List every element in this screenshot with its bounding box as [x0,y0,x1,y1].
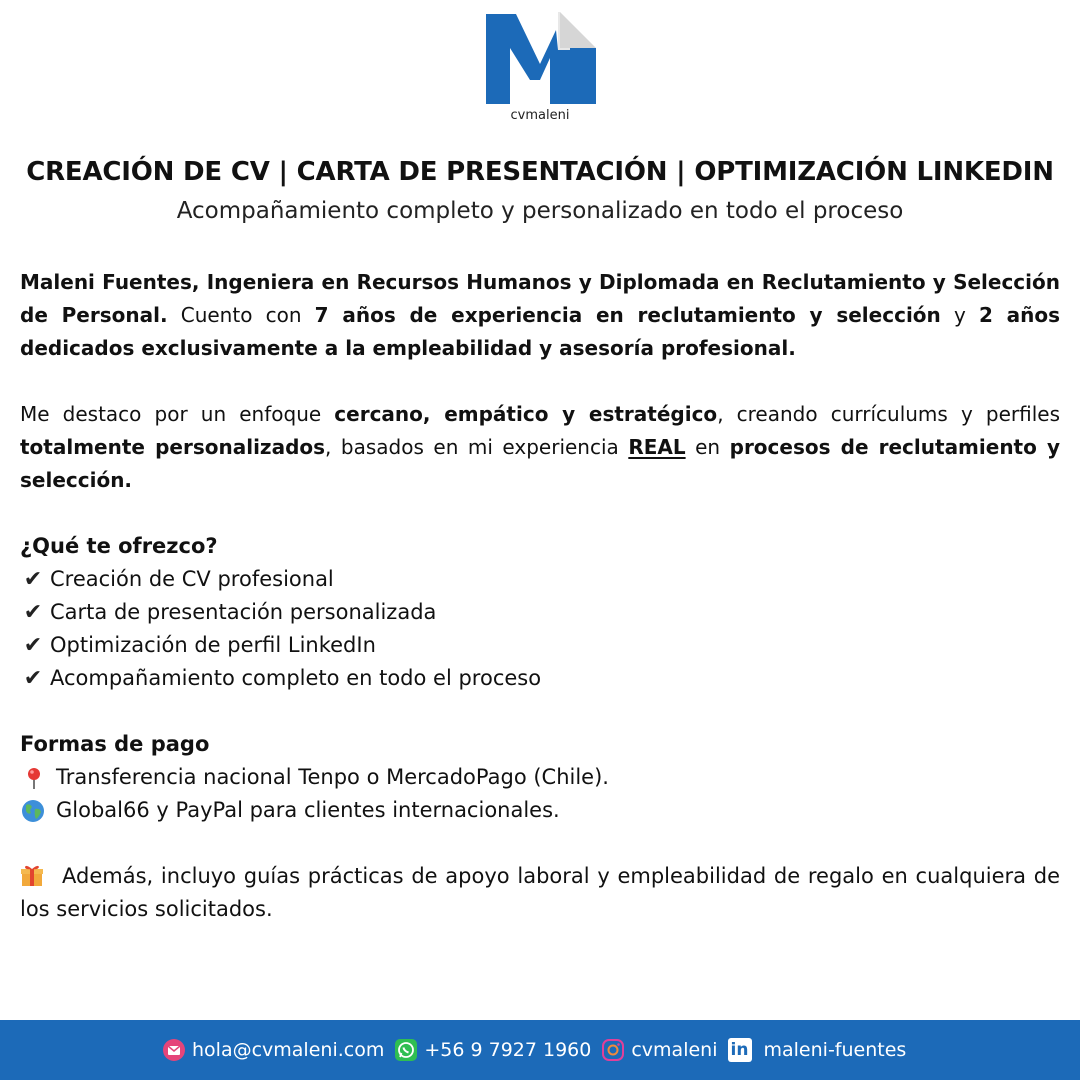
brand-name: cvmaleni [510,108,570,123]
check-icon: ✔ [23,666,43,691]
approach-bold: totalmente personalizados [20,435,326,459]
globe-icon [20,799,48,823]
payment-item-label: Transferencia nacional Tenpo o MercadoPago (Chile). [56,765,609,789]
whatsapp-icon [394,1038,418,1062]
footer-phone-label: +56 9 7927 1960 [424,1039,592,1061]
offer-item [20,662,1060,695]
approach-text: en [685,435,730,459]
intro-employability: 2 años dedicados exclusivamente a la empleabilidad y asesoría profesional. [20,303,1060,360]
payment-section [20,728,1060,827]
approach-bold: cercano, empático y estratégico [334,402,718,426]
gift-icon [20,863,44,885]
intro-name-credentials: Maleni Fuentes, Ingeniera en Recursos Humanos y Diplomada en Reclutamiento y Selección de Personal. [20,270,1060,327]
offer-item-label: Optimización de perfil LinkedIn [50,633,376,657]
offer-item [20,596,1060,629]
intro-paragraph [20,266,1060,365]
approach-paragraph [20,398,1060,497]
footer-linkedin-label: maleni-fuentes [763,1039,907,1061]
gift-paragraph [20,860,1060,926]
pin-icon [20,766,48,790]
footer-email-label: hola@cvmaleni.com [192,1039,385,1061]
payment-item [20,794,1060,827]
offer-item-label: Carta de presentación personalizada [50,600,437,624]
page-title: CREACIÓN DE CV | CARTA DE PRESENTACIÓN | OPTIMIZACIÓN LINKEDIN [26,157,1054,187]
offer-heading: ¿Qué te ofrezco? [20,534,218,558]
offer-item [20,563,1060,596]
payment-item [20,761,1060,794]
intro-text: y [940,303,979,327]
approach-real-underlined: REAL [628,435,686,459]
offer-section [20,530,1060,695]
email-icon [162,1038,186,1062]
offer-item-label: Creación de CV profesional [50,567,334,591]
instagram-icon [601,1038,625,1062]
page-subtitle: Acompañamiento completo y personalizado en todo el proceso [176,198,904,224]
payment-heading: Formas de pago [20,732,210,756]
check-icon: ✔ [23,567,43,592]
intro-experience: 7 años de experiencia en reclutamiento y selección [314,303,941,327]
intro-text: Cuento con [167,303,315,327]
footer-contacts [162,1036,916,1064]
check-icon: ✔ [23,600,43,625]
offer-item-label: Acompañamiento completo en todo el proceso [50,666,542,690]
footer-email[interactable] [162,1038,384,1062]
approach-text: , basados en mi experiencia [325,435,629,459]
logo [484,12,596,124]
offer-item [20,629,1060,662]
footer-linkedin[interactable] [728,1038,907,1062]
approach-text: Me destaco por un enfoque [20,402,335,426]
approach-text: , creando currículums y perfiles [717,402,1060,426]
footer-instagram[interactable] [601,1038,717,1062]
footer-bar [0,1020,1080,1080]
check-icon: ✔ [23,633,43,658]
linkedin-icon: in [728,1038,752,1062]
logo-mark [484,12,596,112]
payment-item-label: Global66 y PayPal para clientes internacionales. [56,798,560,822]
approach-bold: procesos de reclutamiento y selección. [20,435,1061,492]
footer-phone[interactable] [394,1038,591,1062]
footer-instagram-label: cvmaleni [631,1039,718,1061]
gift-text: Además, incluyo guías prácticas de apoyo laboral y empleabilidad de regalo en cualquiera de los servicios solicitados. [20,864,1060,921]
